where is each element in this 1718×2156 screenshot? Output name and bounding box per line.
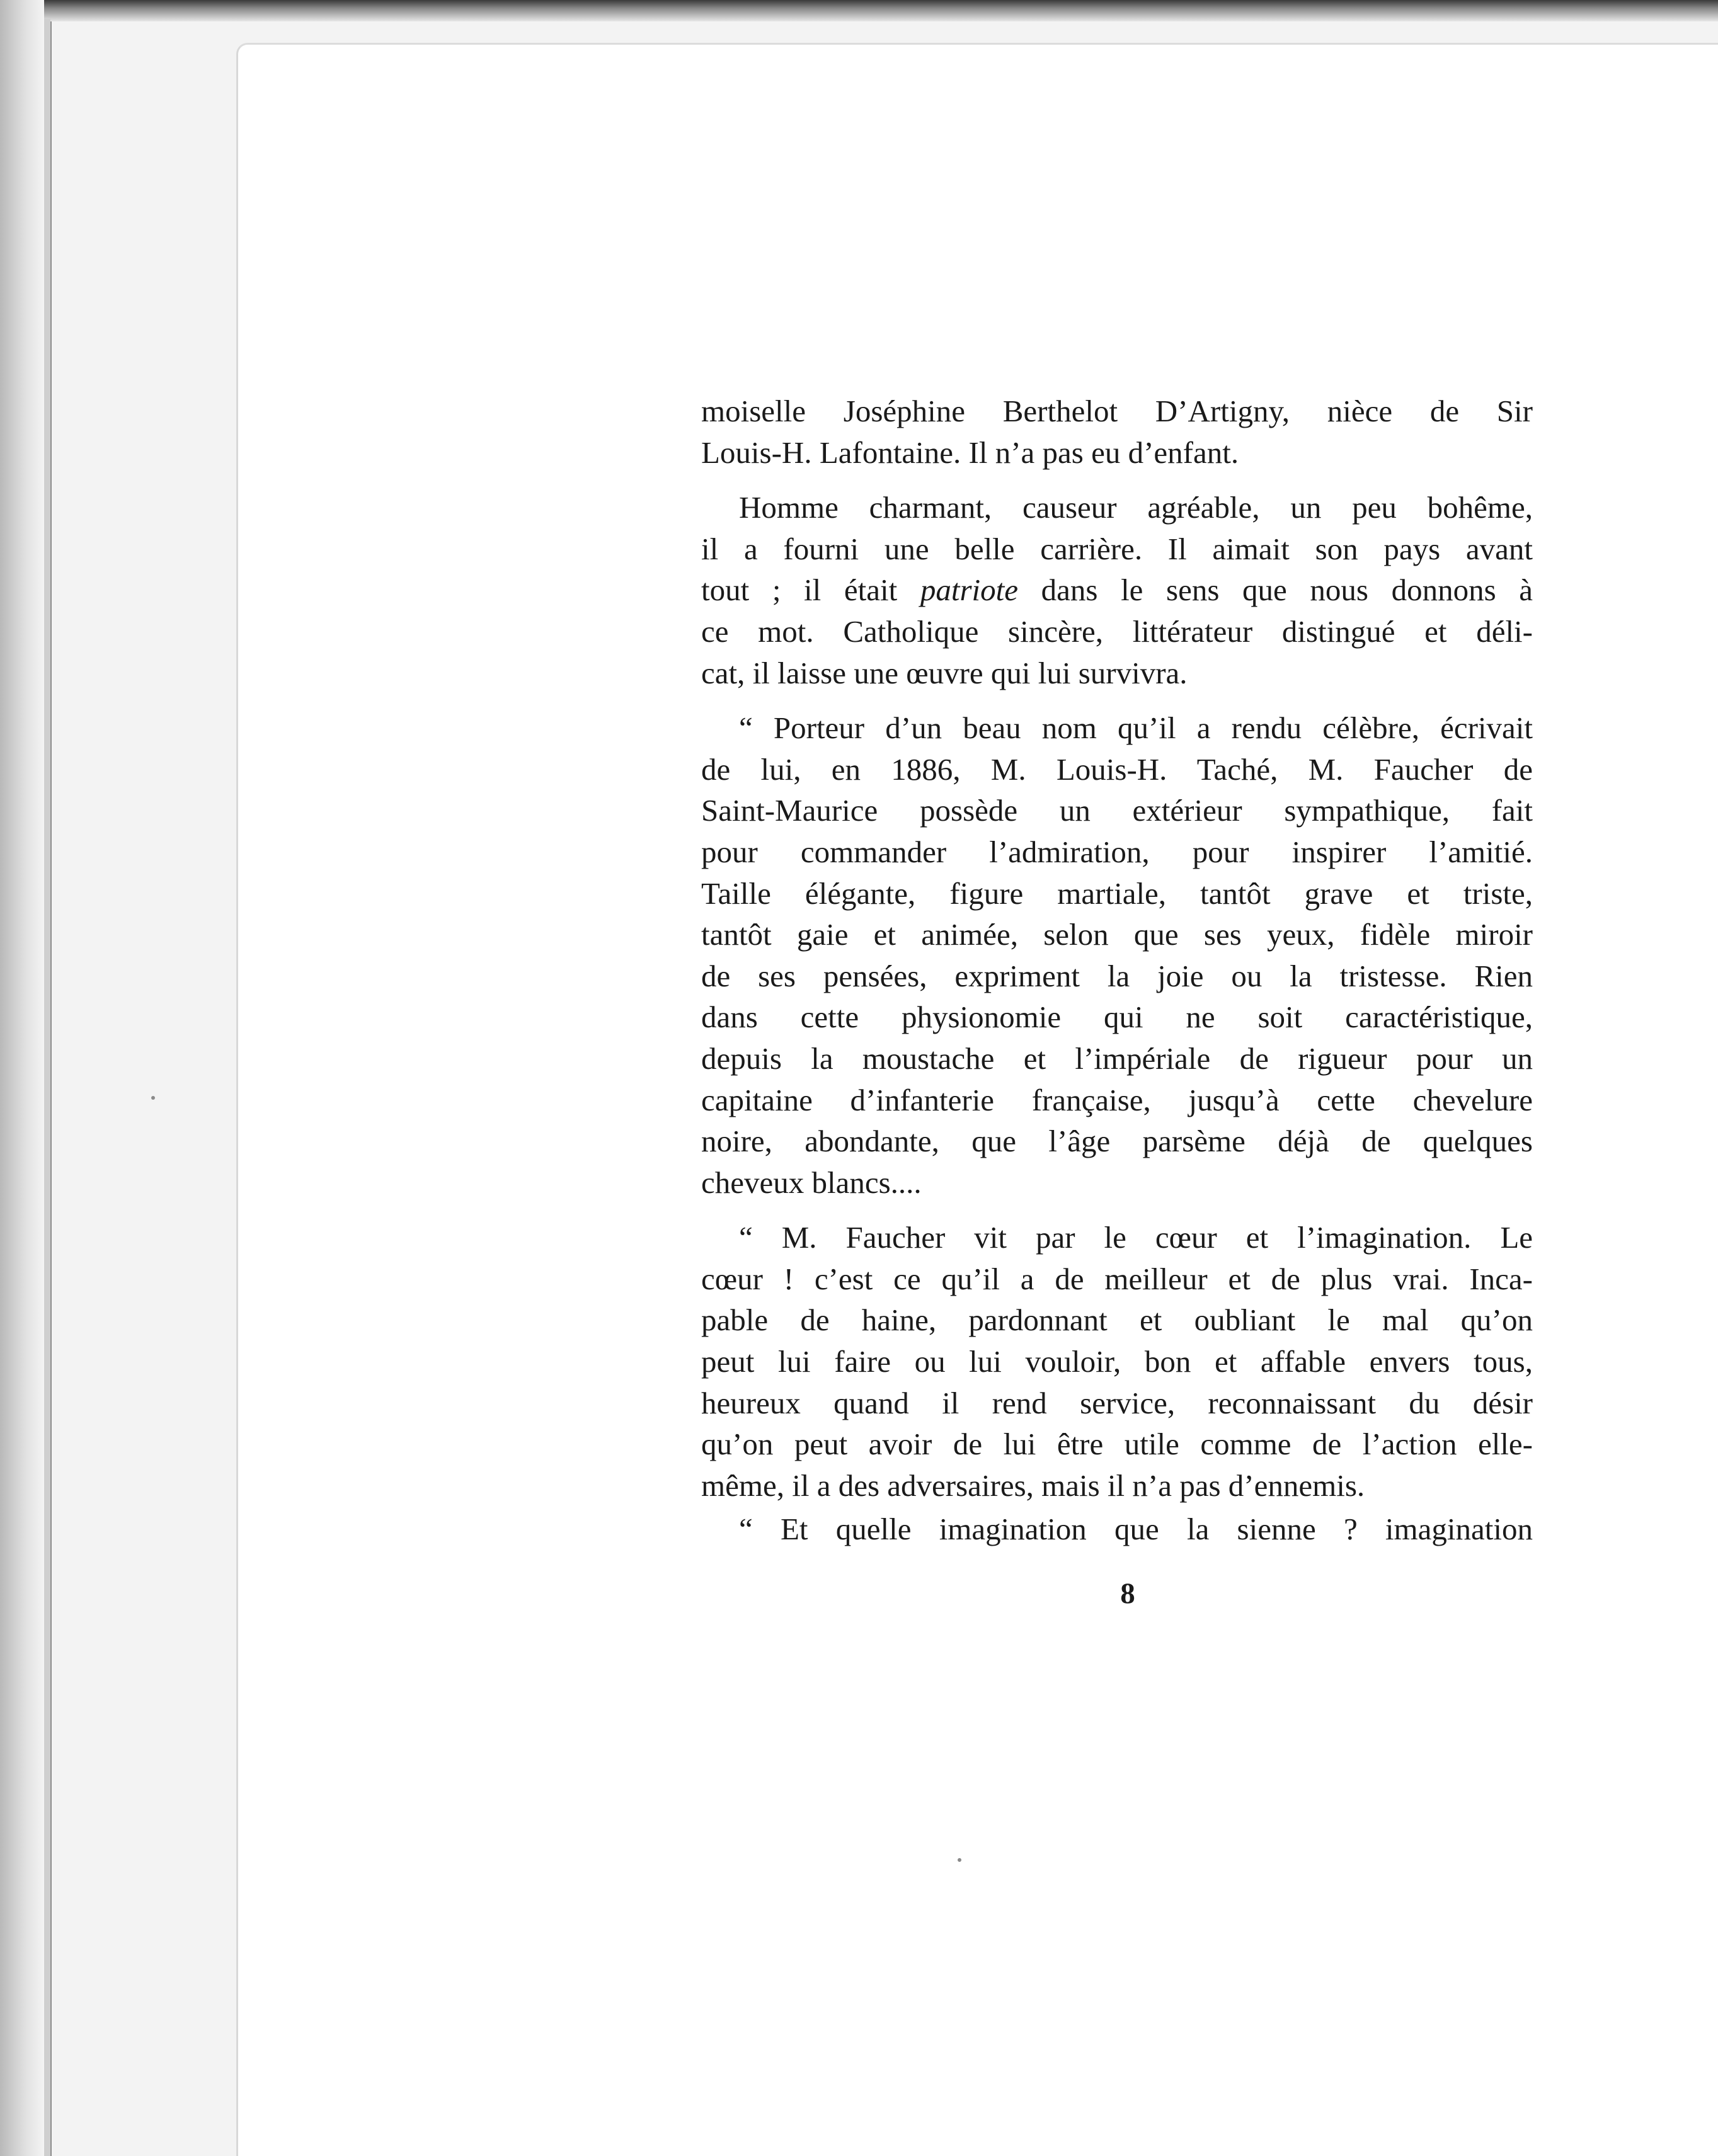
paragraph-5 — [701, 1509, 1533, 1550]
text-line: cheveux blancs.... — [701, 1165, 922, 1200]
text-line: même, il a des adversaires, mais il n’a pas d’ennemis. — [701, 1468, 1365, 1503]
text-line: moiselle Joséphine Berthelot D’Artigny, nièce de Sir — [701, 394, 1533, 428]
text-line: Homme charmant, causeur agréable, un peu bohême, — [739, 490, 1533, 525]
text-line: pour commander l’admiration, pour inspirer l’amitié. — [701, 834, 1533, 869]
text-line: de ses pensées, expriment la joie ou la tristesse. Rien — [701, 958, 1533, 993]
book-spine-edge — [44, 19, 50, 2156]
paragraph-3 — [701, 707, 1533, 1203]
text-line: dans cette physionomie qui ne soit caractéristique, — [701, 1000, 1533, 1035]
text-line: depuis la moustache et l’impériale de rigueur pour un — [701, 1041, 1533, 1076]
body-text — [701, 391, 1533, 1564]
text-line: Saint-Maurice possède un extérieur sympathique, fait — [701, 793, 1533, 828]
scan-top-edge — [0, 0, 1718, 21]
text-line: “ Et quelle imagination que la sienne ? imagination — [739, 1512, 1533, 1547]
text-line: “ M. Faucher vit par le cœur et l’imagination. Le — [739, 1220, 1533, 1255]
text-line: heureux quand il rend service, reconnaissant du désir — [701, 1385, 1533, 1420]
scan-speck — [151, 1096, 155, 1100]
paragraph-1 — [701, 391, 1533, 473]
text-line — [701, 569, 1533, 611]
text-line: capitaine d’infanterie française, jusqu’à cette chevelure — [701, 1082, 1533, 1117]
scan-left-margin — [0, 0, 44, 2156]
paragraph-4 — [701, 1217, 1533, 1506]
text-line: qu’on peut avoir de lui être utile comme de l’action elle- — [701, 1427, 1533, 1462]
scan-speck — [958, 1858, 961, 1862]
text-line: de lui, en 1886, M. Louis-H. Taché, M. Faucher de — [701, 751, 1533, 787]
text-line: il a fourni une belle carrière. Il aimait son pays avant — [701, 531, 1533, 566]
text-line: “ Porteur d’un beau nom qu’il a rendu célèbre, écrivait — [739, 710, 1533, 746]
text-line: peut lui faire ou lui vouloir, bon et affable envers tous, — [701, 1344, 1533, 1379]
text-line: Taille élégante, figure martiale, tantôt grave et triste, — [701, 876, 1533, 911]
emphasis-word: patriote — [920, 573, 1019, 608]
text-line: Louis-H. Lafontaine. Il n’a pas eu d’enfant. — [701, 435, 1239, 470]
text-line: cœur ! c’est ce qu’il a de meilleur et de plus vrai. Inca- — [701, 1261, 1533, 1296]
text-line: ce mot. Catholique sincère, littérateur distingué et déli- — [701, 613, 1533, 649]
paragraph-2 — [701, 487, 1533, 693]
page-number: 8 — [1120, 1577, 1135, 1610]
text-fragment: dans le sens que nous donnons à — [1018, 573, 1533, 608]
text-line: tantôt gaie et animée, selon que ses yeux, fidèle miroir — [701, 917, 1533, 952]
text-line: cat, il laisse une œuvre qui lui survivra. — [701, 655, 1188, 690]
text-line: noire, abondante, que l’âge parsème déjà de quelques — [701, 1124, 1533, 1159]
text-line: pable de haine, pardonnant et oubliant le mal qu’on — [701, 1303, 1533, 1338]
text-fragment: tout ; il était — [701, 573, 920, 608]
